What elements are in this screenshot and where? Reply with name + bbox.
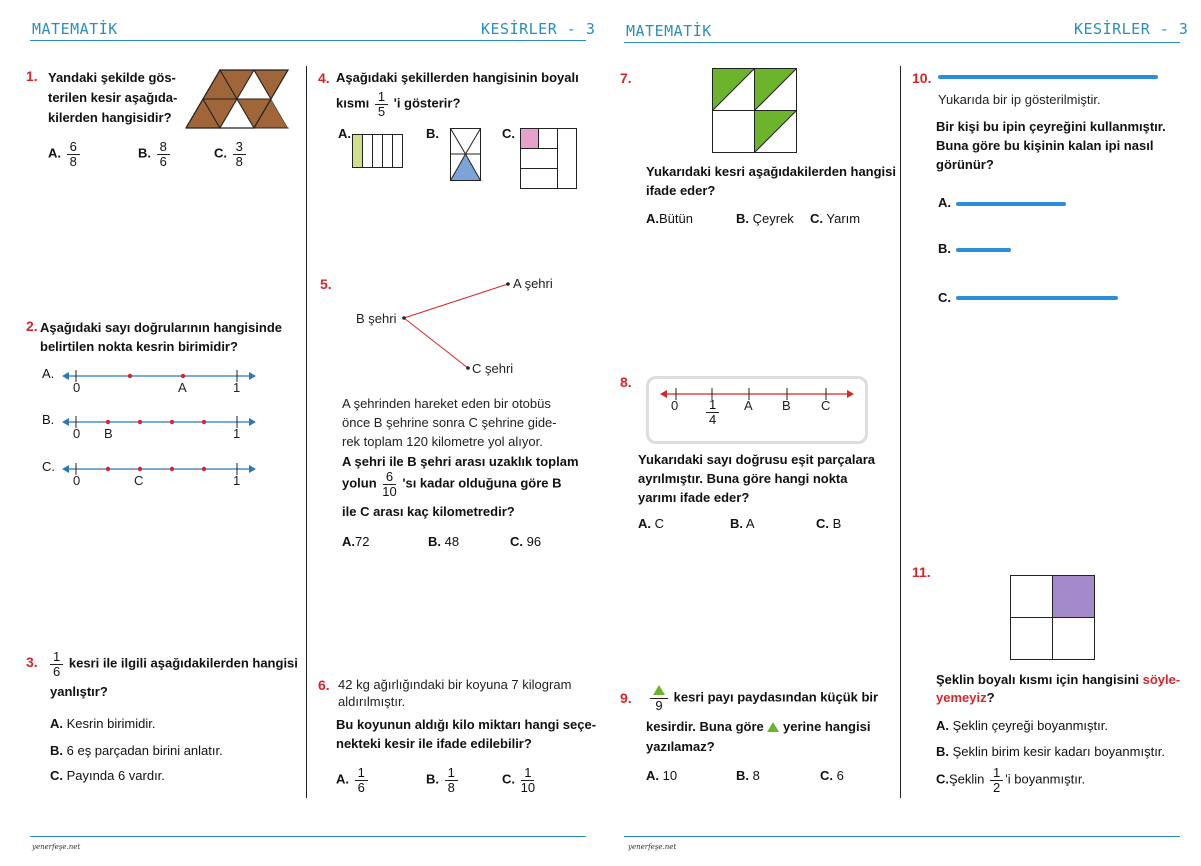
- left-topic-header: KESİRLER - 3: [481, 20, 596, 38]
- q5-bold-line2: yolun $\frac{6}{10}$ 'sı kadar olduğuna göre B: [342, 469, 562, 499]
- q9-number: 9.: [620, 690, 632, 706]
- q6-number: 6.: [318, 677, 330, 693]
- q10-rope-option-c: [956, 296, 1118, 300]
- q8-label-quarter: $\frac{1}{4}$: [704, 398, 721, 426]
- q4-option-b-letter[interactable]: B.: [426, 126, 439, 141]
- q9-text-line3: yazılamaz?: [646, 739, 715, 754]
- q10-rope-option-a: [956, 202, 1066, 206]
- q6-option-c[interactable]: C. $\frac{1}{10}$: [502, 765, 536, 795]
- q10-option-b[interactable]: B.: [938, 241, 951, 256]
- q5-option-c[interactable]: C. 96: [510, 534, 542, 549]
- q9-text-line1: 9 kesri payı paydasından küçük bir: [648, 684, 878, 712]
- q2-number: 2.: [26, 318, 38, 334]
- q11-number: 11.: [912, 564, 931, 580]
- q11-square-figure: [1010, 575, 1096, 661]
- q4-figure-b: [450, 128, 482, 182]
- q9-option-a[interactable]: A. 10: [646, 768, 678, 783]
- q2-number-line-a: [62, 366, 258, 396]
- q8-option-a[interactable]: A. C: [638, 516, 665, 531]
- q8-label-c: C: [821, 398, 831, 413]
- q3-option-a[interactable]: A. Kesrin birimidir.: [50, 716, 156, 731]
- q5-option-a[interactable]: A.72: [342, 534, 370, 549]
- q10-option-c[interactable]: C.: [938, 290, 951, 305]
- q2-a-label-0: 0: [73, 380, 81, 395]
- q5-route-diagram: [400, 284, 510, 372]
- q6-option-b[interactable]: B. $\frac{1}{8}$: [426, 766, 460, 794]
- q11-option-c[interactable]: C.Şeklin $\frac{1}{2}$ 'i boyanmıştır.: [936, 765, 1086, 795]
- footer-left: yenerfeşe.net: [32, 843, 81, 851]
- q1-number: 1.: [26, 68, 38, 84]
- column-divider-left: [306, 66, 307, 798]
- q9-option-b[interactable]: B. 8: [736, 768, 760, 783]
- column-divider-right: [900, 66, 901, 798]
- q9-text-line2: kesirdir. Buna göre yerine hangisi: [646, 719, 871, 734]
- q6-text: 42 kg ağırlığındaki bir koyuna 7 kilogram aldırılmıştır.: [338, 677, 572, 709]
- q3-text-line1: $\frac{1}{6}$ kesri ile ilgili aşağıdakilerden hangisi: [48, 650, 298, 678]
- q2-b-label-0: 0: [73, 426, 81, 441]
- q4-text-line2: kısmı $\frac{1}{5}$ 'i gösterir?: [336, 89, 461, 119]
- q1-rhombus-figure: [186, 70, 291, 128]
- q1-option-c[interactable]: C. $\frac{3}{8}$: [214, 140, 248, 168]
- q5-bold-line1: A şehri ile B şehri arası uzaklık toplam: [342, 454, 579, 469]
- q5-city-b-label: B şehri: [356, 311, 397, 326]
- footer-right: yenerfeşe.net: [628, 843, 677, 851]
- q10-number: 10.: [912, 70, 932, 86]
- q4-figure-c: [520, 128, 578, 190]
- q2-b-label-x: B: [104, 426, 113, 441]
- triangle-icon: [767, 722, 779, 732]
- q3-option-b[interactable]: B. 6 eş parçadan birini anlatır.: [50, 743, 223, 758]
- q8-option-c[interactable]: C. B: [816, 516, 842, 531]
- q8-text: Yukarıdaki sayı doğrusu eşit parçalara ayrılmıştır. Buna göre hangi nokta yarımı ifade eder?: [638, 452, 876, 505]
- right-topic-header: KESİRLER - 3: [1074, 20, 1189, 38]
- q3-number: 3.: [26, 654, 38, 670]
- q2-c-label-0: 0: [73, 473, 81, 488]
- q2-text: Aşağıdaki sayı doğrularının hangisinde belirtilen nokta kesrin birimidir?: [40, 320, 282, 354]
- q4-option-a-letter[interactable]: A.: [338, 126, 351, 141]
- footer-rule-right: [624, 836, 1180, 837]
- q2-a-label-1: 1: [233, 380, 241, 395]
- q7-text: Yukarıdaki kesri aşağıdakilerden hangisi ifade eder?: [646, 164, 897, 198]
- q10-text: Yukarıda bir ip gösterilmiştir.: [938, 92, 1101, 107]
- header-rule-left: [30, 40, 586, 41]
- q2-a-label-x: A: [178, 380, 187, 395]
- q3-option-c[interactable]: C. Payında 6 vardır.: [50, 768, 165, 783]
- q4-number: 4.: [318, 70, 330, 86]
- q8-label-b: B: [782, 398, 791, 413]
- q7-square-figure: [712, 68, 798, 154]
- q5-number: 5.: [320, 276, 332, 292]
- q6-option-a[interactable]: A. $\frac{1}{6}$: [336, 766, 370, 794]
- q7-option-b[interactable]: B. Çeyrek: [736, 211, 794, 226]
- q1-option-b[interactable]: B. $\frac{8}{6}$: [138, 140, 172, 168]
- q10-rope-full: [938, 75, 1158, 79]
- q2-option-c-letter[interactable]: C.: [42, 459, 55, 474]
- q9-option-c[interactable]: C. 6: [820, 768, 844, 783]
- q5-city-a-label: A şehri: [513, 276, 553, 291]
- q2-b-label-1: 1: [233, 426, 241, 441]
- q5-bold-line3: ile C arası kaç kilometredir?: [342, 504, 515, 519]
- q2-number-line-b: [62, 412, 258, 442]
- q5-city-c-label: C şehri: [472, 361, 514, 376]
- q3-text-line2: yanlıştır?: [50, 684, 108, 699]
- triangle-icon: [653, 685, 665, 695]
- q2-number-line-c: [62, 459, 258, 489]
- q10-rope-option-b: [956, 248, 1011, 252]
- left-subject-header: MATEMATİK: [32, 20, 118, 38]
- q8-option-b[interactable]: B. A: [730, 516, 755, 531]
- q8-label-0: 0: [671, 398, 679, 413]
- q4-text-line1: Aşağıdaki şekillerden hangisinin boyalı: [336, 70, 579, 85]
- footer-rule-left: [30, 836, 586, 837]
- q1-option-a[interactable]: A. $\frac{6}{8}$: [48, 140, 82, 168]
- q11-bold-line2: yemeyiz?: [936, 690, 995, 705]
- q11-option-a[interactable]: A. Şeklin çeyreği boyanmıştır.: [936, 718, 1108, 733]
- header-rule-right: [624, 42, 1180, 43]
- q2-option-b-letter[interactable]: B.: [42, 412, 55, 427]
- q8-number: 8.: [620, 374, 632, 390]
- q5-option-b[interactable]: B. 48: [428, 534, 460, 549]
- q2-option-a-letter[interactable]: A.: [42, 366, 55, 381]
- q10-option-a[interactable]: A.: [938, 195, 951, 210]
- q2-c-label-x: C: [134, 473, 144, 488]
- q4-option-c-letter[interactable]: C.: [502, 126, 515, 141]
- q11-option-b[interactable]: B. Şeklin birim kesir kadarı boyanmıştır.: [936, 744, 1166, 759]
- q7-option-a[interactable]: A.Bütün: [646, 211, 693, 226]
- q7-number: 7.: [620, 70, 632, 86]
- q6-bold: Bu koyunun aldığı kilo miktarı hangi seçe- nekteki kesir ile ifade edilebilir?: [336, 717, 597, 751]
- q4-figure-a: [352, 134, 404, 168]
- q1-text: Yandaki şekilde gös- terilen kesir aşağıda- kilerden hangisidir?: [48, 70, 178, 125]
- q10-bold: Bir kişi bu ipin çeyreğini kullanmıştır. Buna göre bu kişinin kalan ipi nasıl görünür?: [936, 119, 1166, 172]
- q11-bold-line1: Şeklin boyalı kısmı için hangisini söyle-: [936, 672, 1181, 687]
- q7-option-c[interactable]: C. Yarım: [810, 211, 861, 226]
- q2-c-label-1: 1: [233, 473, 241, 488]
- right-subject-header: MATEMATİK: [626, 22, 712, 40]
- q5-text: A şehrinden hareket eden bir otobüs önce B şehrine sonra C şehrine gide- rek toplam 120 kilometre yol alıyor.: [342, 396, 557, 449]
- q8-label-a: A: [744, 398, 753, 413]
